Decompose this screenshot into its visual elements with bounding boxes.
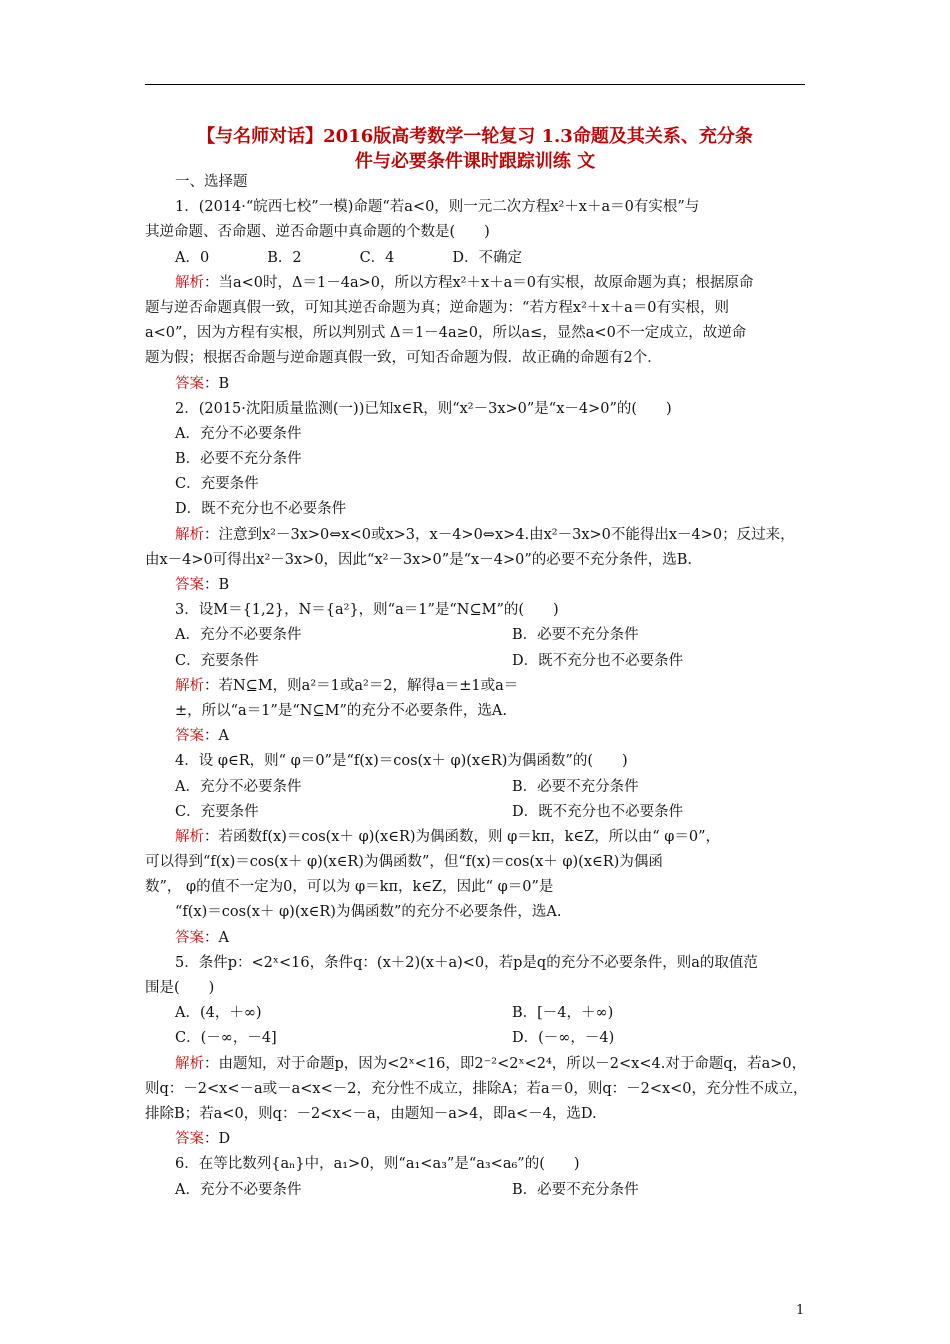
q1-stem-line-2: 其逆命题、否命题、逆否命题中真命题的个数是( )	[145, 224, 490, 241]
q1-analysis-line-2: 题与逆否命题真假一致，可知其逆否命题为真；逆命题为：“若方程x²＋x＋a＝0有实根，则	[145, 299, 729, 316]
document-title	[145, 124, 805, 174]
q1-analysis-line-4: 题为假；根据否命题与逆命题真假一致，可知否命题为假．故正确的命题有2个．	[145, 350, 662, 367]
q5-analysis-line-3: 排除B；若a<0，则q：－2<x<－a，由题知－a>4，即a<－4，选D.	[145, 1105, 597, 1122]
q3-stem: 3．设M＝{1,2}，N＝{a²}，则“a＝1”是“N⊆M”的( )	[175, 602, 559, 619]
q5-answer: 答案：D	[175, 1131, 231, 1148]
q2-option-a: A．充分不必要条件	[175, 425, 302, 442]
q3-option-a: A．充分不必要条件	[175, 627, 302, 644]
title-line-1: 【与名师对话】2016版高考数学一轮复习 1.3命题及其关系、充分条	[197, 126, 753, 147]
q4-analysis-line-4: “f(x)＝cos(x＋ φ)(x∈R)为偶函数”的充分不必要条件，选A.	[175, 904, 562, 921]
q2-option-d: D．既不充分也不必要条件	[175, 501, 347, 518]
q1-analysis-line-3: a<0”，因为方程有实根，所以判别式 Δ＝1－4a≥0，所以a≤，显然a<0不一定成立，故逆命	[145, 325, 747, 342]
q5-stem-line-2: 围是( )	[145, 980, 215, 996]
q6-option-b: B．必要不充分条件	[512, 1181, 639, 1198]
q6-stem: 6．在等比数列{aₙ}中，a₁>0，则“a₁<a₃”是“a₃<a₆”的( )	[175, 1156, 580, 1173]
q1-options: A．0 B．2 C．4 D．不确定	[175, 249, 523, 266]
q3-options-row-1	[145, 623, 805, 648]
q4-answer: 答案：A	[175, 929, 229, 946]
q4-analysis-line-2: 可以得到“f(x)＝cos(x＋ φ)(x∈R)为偶函数”，但“f(x)＝cos(x＋ φ)(x∈R)为偶函	[145, 854, 663, 871]
q5-option-b: B．[－4，＋∞)	[512, 1005, 614, 1022]
q2-answer: 答案：B	[175, 577, 230, 593]
analysis-label: 解析	[175, 274, 204, 291]
q5-options-row-1	[145, 1001, 805, 1026]
q1-stem-line-1: 1．(2014·“皖西七校”一模)命题“若a<0，则一元二次方程x²＋x＋a＝0有实根”与	[175, 199, 700, 216]
q2-analysis-line-2: 由x－4>0可得出x²－3x>0，因此“x²－3x>0”是“x－4>0”的必要不充分条件，选B.	[145, 551, 693, 568]
q4-option-a: A．充分不必要条件	[175, 778, 302, 795]
header-rule	[145, 84, 805, 85]
q2-option-c: C．充要条件	[175, 476, 259, 493]
q6-option-a: A．充分不必要条件	[175, 1181, 302, 1198]
answer-label: 答案	[175, 577, 204, 593]
q2-stem: 2．(2015·沈阳质量监测(一))已知x∈R，则“x²－3x>0”是“x－4>0”的( )	[175, 400, 672, 417]
analysis-label: 解析	[175, 526, 204, 543]
page-number: 1	[796, 1303, 805, 1318]
q4-analysis-line-3: 数”， φ的值不一定为0，可以为 φ＝kπ，k∈Z，因此“ φ＝0”是	[145, 879, 554, 896]
answer-label: 答案	[175, 929, 204, 946]
q3-option-d: D．既不充分也不必要条件	[512, 652, 684, 669]
q1-answer: 答案：B	[175, 375, 230, 392]
q1-analysis-line-1: 解析：当a<0时，Δ＝1－4a>0，所以方程x²＋x＋a＝0有实根，故原命题为真；根据原命	[175, 274, 754, 291]
answer-label: 答案	[175, 1131, 204, 1148]
q3-option-b: B．必要不充分条件	[512, 627, 639, 644]
q5-analysis-line-2: 则q：－2<x<－a或－a<x<－2，充分性不成立，排除A；若a＝0，则q：－2<x<0，充分性不成立，	[145, 1080, 808, 1097]
q5-options-row-2	[145, 1026, 805, 1051]
q2-analysis-line-1: 解析：注意到x²－3x>0⇔x<0或x>3，x－4>0⇔x>4.由x²－3x>0不能得出x－4>0；反过来，	[175, 526, 795, 543]
analysis-label: 解析	[175, 1055, 204, 1072]
q3-option-c: C．充要条件	[175, 652, 259, 669]
analysis-label: 解析	[175, 828, 204, 845]
q4-analysis-line-1: 解析：若函数f(x)＝cos(x＋ φ)(x∈R)为偶函数，则 φ＝kπ，k∈Z，所以由“ φ＝0”，	[175, 828, 721, 845]
q3-analysis-line-2: ±，所以“a＝1”是“N⊆M”的充分不必要条件，选A.	[175, 702, 507, 719]
q4-option-b: B．必要不充分条件	[512, 778, 639, 795]
q4-options-row-1	[145, 775, 805, 800]
q5-option-d: D．(－∞，－4)	[512, 1030, 615, 1047]
q4-option-c: C．充要条件	[175, 803, 259, 820]
q3-analysis-line-1: 解析：若N⊆M，则a²＝1或a²＝2，解得a＝±1或a＝	[175, 677, 519, 694]
answer-label: 答案	[175, 728, 204, 745]
document-body	[145, 170, 808, 1203]
q5-stem-line-1: 5．条件p：<2ˣ<16，条件q：(x＋2)(x＋a)<0，若p是q的充分不必要条件，则a的取值范	[175, 954, 758, 971]
q3-options-row-2	[145, 649, 805, 674]
answer-label: 答案	[175, 375, 204, 392]
analysis-label: 解析	[175, 677, 204, 694]
q4-option-d: D．既不充分也不必要条件	[512, 803, 684, 820]
q6-options-row-1	[145, 1178, 805, 1203]
q5-option-a: A．(4，＋∞)	[175, 1005, 262, 1022]
title-line-2: 件与必要条件课时跟踪训练 文	[354, 151, 596, 172]
q3-answer: 答案：A	[175, 728, 229, 745]
q5-option-c: C．(－∞，－4]	[175, 1030, 277, 1047]
q2-option-b: B．必要不充分条件	[175, 451, 302, 468]
q4-stem: 4．设 φ∈R，则“ φ＝0”是“f(x)＝cos(x＋ φ)(x∈R)为偶函数”的( )	[175, 753, 628, 770]
q5-analysis-line-1: 解析：由题知，对于命题p，因为<2ˣ<16，即2⁻²<2ˣ<2⁴，所以－2<x<4.对于命题q，若a>0，	[175, 1055, 807, 1072]
q4-options-row-2	[145, 800, 805, 825]
section-heading: 一、选择题	[175, 174, 248, 190]
